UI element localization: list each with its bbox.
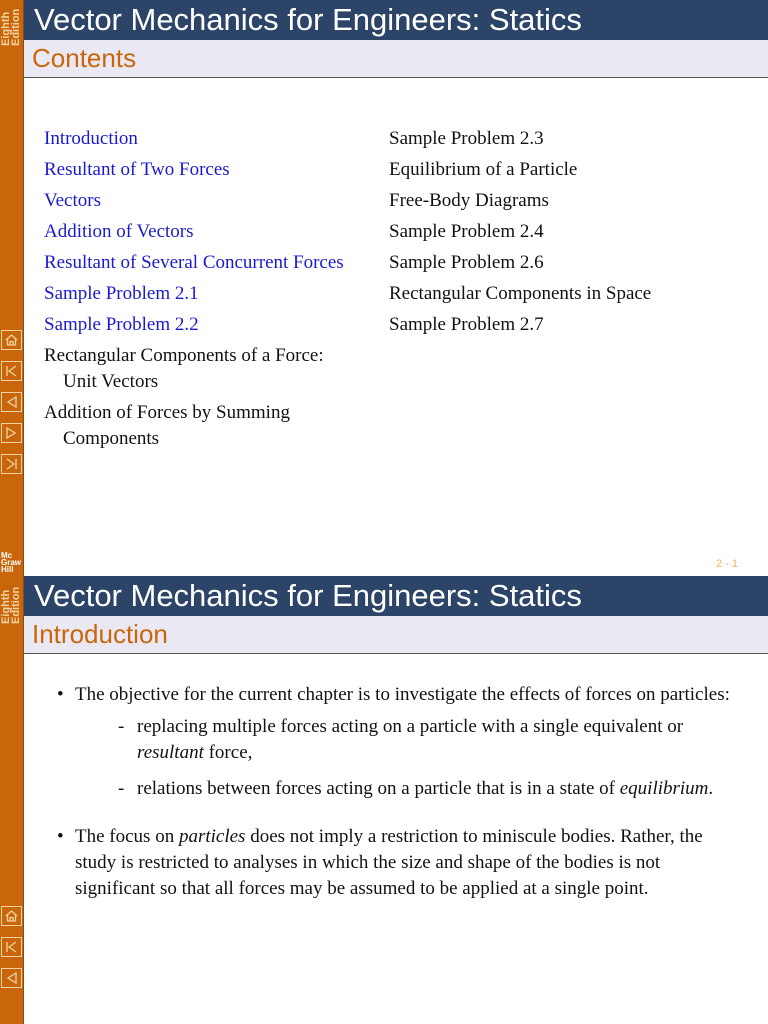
first-icon [5, 365, 18, 377]
toc-item-sample-problem-2-4: Sample Problem 2.4 [389, 221, 544, 242]
home-icon [5, 334, 18, 346]
toc-item-text: Addition of Forces by Summing [44, 402, 290, 423]
nav-buttons [1, 906, 22, 999]
toc-link-introduction[interactable]: Introduction [44, 128, 138, 149]
toc-item-text: Rectangular Components of a Force: [44, 345, 324, 366]
toc-link-sample-problem-2-2[interactable]: Sample Problem 2.2 [44, 314, 199, 335]
toc-link-resultant-two-forces[interactable]: Resultant of Two Forces [44, 159, 230, 180]
sidebar [0, 0, 24, 552]
sub-bullet-emphasis: resultant [137, 742, 204, 763]
prev-slide-button[interactable] [1, 968, 22, 988]
sub-bullet-text-a: relations between forces acting on a particle that is in a state of [137, 778, 620, 799]
toc-item-continuation: Components [63, 428, 160, 449]
sub-bullet-equilibrium: - relations between forces acting on a particle that is in a state of equilibrium. [118, 778, 714, 799]
toc-link-vectors[interactable]: Vectors [44, 190, 101, 211]
bullet-emphasis: particles [178, 826, 246, 847]
page-number: 2 - 1 [715, 558, 738, 570]
last-slide-button[interactable] [1, 454, 22, 474]
bullet-text: The objective for the current chapter is to investigate the effects of forces on particles: [75, 684, 730, 705]
edition-label: Eighth Edition [0, 586, 22, 624]
toc-item-rectangular-components [44, 343, 369, 395]
last-icon [5, 458, 18, 470]
first-slide-button[interactable] [1, 937, 22, 957]
toc-link-sample-problem-2-1[interactable]: Sample Problem 2.1 [44, 283, 199, 304]
toc-item-addition-of-forces [44, 400, 369, 452]
toc-left-column [44, 126, 369, 457]
prev-icon [5, 972, 18, 984]
toc-item-sample-problem-2-6: Sample Problem 2.6 [389, 252, 544, 273]
slide-title: Vector Mechanics for Engineers: Statics [24, 0, 768, 40]
sub-bullet-emphasis: equilibrium [619, 778, 709, 799]
bullet-text-b: does not imply a restriction to miniscule bodies. Rather, the study is restricted to analyses in which the size and shape of the bodies is not significant so that all forces may be assumed to be applied at a single point. [75, 826, 703, 899]
slide-body [55, 682, 735, 912]
prev-slide-button[interactable] [1, 392, 22, 412]
next-slide-button[interactable] [1, 423, 22, 443]
home-icon [5, 910, 18, 922]
section-title: Introduction [24, 616, 768, 654]
sidebar [0, 552, 24, 1024]
nav-buttons [1, 330, 22, 485]
home-button[interactable] [1, 330, 22, 350]
bullet-focus [55, 824, 735, 902]
edition-label: Eighth Edition [0, 8, 22, 46]
toc-right-column [389, 126, 749, 343]
first-slide-button[interactable] [1, 361, 22, 381]
sub-bullet-resultant: - replacing multiple forces acting on a particle with a single equivalent or resultant force, [118, 716, 684, 763]
slide-title: Vector Mechanics for Engineers: Statics [24, 576, 768, 616]
section-title: Contents [24, 40, 768, 78]
toc-item-equilibrium: Equilibrium of a Particle [389, 159, 578, 180]
home-button[interactable] [1, 906, 22, 926]
toc-item-sample-problem-2-7: Sample Problem 2.7 [389, 314, 544, 335]
bullet-text-a: The focus on [75, 826, 179, 847]
toc-link-resultant-several-forces[interactable]: Resultant of Several Concurrent Forces [44, 252, 344, 273]
sub-bullet-text-a: replacing multiple forces acting on a particle with a single equivalent or [137, 716, 684, 737]
toc-link-addition-of-vectors[interactable]: Addition of Vectors [44, 221, 194, 242]
publisher-logo: Mc Graw Hill [1, 552, 22, 574]
slide-introduction [0, 552, 768, 1024]
prev-icon [5, 396, 18, 408]
sub-bullet-text-b: force, [203, 742, 253, 763]
bullet-objective [55, 682, 735, 802]
toc-item-continuation: Unit Vectors [63, 371, 159, 392]
sub-bullet-text-b: . [708, 778, 714, 799]
toc-item-rectangular-components-space: Rectangular Components in Space [389, 283, 652, 304]
toc-item-sample-problem-2-3: Sample Problem 2.3 [389, 128, 544, 149]
next-icon [5, 427, 18, 439]
toc-item-free-body-diagrams: Free-Body Diagrams [389, 190, 549, 211]
first-icon [5, 941, 18, 953]
